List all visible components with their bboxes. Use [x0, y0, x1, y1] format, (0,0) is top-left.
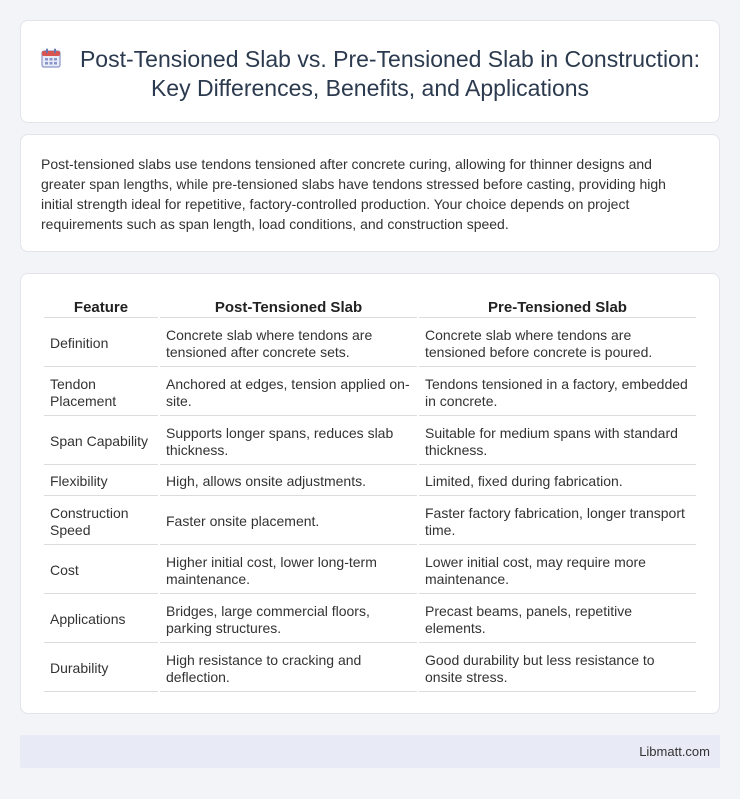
feature-cell: Span Capability [44, 418, 158, 465]
table-row [44, 418, 696, 465]
footer-brand: Libmatt.com [639, 744, 710, 759]
table-header-row [44, 296, 696, 318]
header-pre-tensioned: Pre-Tensioned Slab [419, 296, 696, 318]
header-post-tensioned: Post-Tensioned Slab [160, 296, 417, 318]
calendar-icon [40, 47, 62, 69]
pre-tensioned-cell: Limited, fixed during fabrication. [419, 467, 696, 496]
pre-tensioned-cell: Concrete slab where tendons are tensioned before concrete is poured. [419, 320, 696, 367]
pre-tensioned-cell: Suitable for medium spans with standard thickness. [419, 418, 696, 465]
post-tensioned-cell: Supports longer spans, reduces slab thickness. [160, 418, 417, 465]
table-row [44, 369, 696, 416]
intro-card [20, 134, 720, 252]
post-tensioned-cell: Anchored at edges, tension applied on-site. [160, 369, 417, 416]
footer [20, 735, 720, 768]
pre-tensioned-cell: Lower initial cost, may require more maintenance. [419, 547, 696, 594]
table-row [44, 467, 696, 496]
feature-cell: Flexibility [44, 467, 158, 496]
intro-text: Post-tensioned slabs use tendons tensioned after concrete curing, allowing for thinner designs and greater span lengths, while pre-tensioned slabs have tendons stressed before casting, providing high initial strength ideal for repetitive, factory-controlled production. Your choice depends on project requirements such as span length, load conditions, and construction speed. [41, 156, 666, 232]
table-row [44, 645, 696, 692]
title-card [20, 20, 720, 123]
pre-tensioned-cell: Faster factory fabrication, longer transport time. [419, 498, 696, 545]
table-row [44, 596, 696, 643]
feature-cell: Construction Speed [44, 498, 158, 545]
table-row [44, 498, 696, 545]
page-title-text: Post-Tensioned Slab vs. Pre-Tensioned Slab in Construction: Key Differences, Benefits, and Applications [79, 46, 701, 101]
post-tensioned-cell: Higher initial cost, lower long-term maintenance. [160, 547, 417, 594]
post-tensioned-cell: Faster onsite placement. [160, 498, 417, 545]
table-row [44, 320, 696, 367]
comparison-card [20, 273, 720, 714]
post-tensioned-cell: High resistance to cracking and deflection. [160, 645, 417, 692]
feature-cell: Tendon Placement [44, 369, 158, 416]
post-tensioned-cell: Concrete slab where tendons are tensioned after concrete sets. [160, 320, 417, 367]
page-title [21, 21, 719, 103]
feature-cell: Durability [44, 645, 158, 692]
feature-cell: Applications [44, 596, 158, 643]
feature-cell: Definition [44, 320, 158, 367]
table-row [44, 547, 696, 594]
header-feature: Feature [44, 296, 158, 318]
pre-tensioned-cell: Tendons tensioned in a factory, embedded in concrete. [419, 369, 696, 416]
pre-tensioned-cell: Good durability but less resistance to onsite stress. [419, 645, 696, 692]
comparison-table [42, 294, 698, 694]
feature-cell: Cost [44, 547, 158, 594]
post-tensioned-cell: Bridges, large commercial floors, parking structures. [160, 596, 417, 643]
pre-tensioned-cell: Precast beams, panels, repetitive elements. [419, 596, 696, 643]
post-tensioned-cell: High, allows onsite adjustments. [160, 467, 417, 496]
